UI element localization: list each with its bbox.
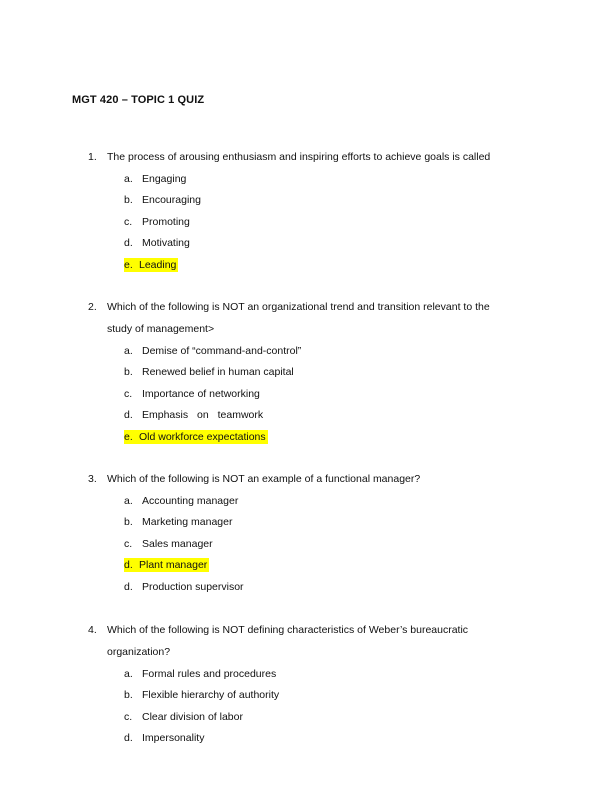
quiz-title: MGT 420 – TOPIC 1 QUIZ	[72, 94, 205, 106]
question-4-text-cont: organization?	[107, 646, 171, 658]
option-text: Motivating	[142, 237, 190, 249]
option-letter: d.	[124, 732, 133, 744]
option-letter: d.	[124, 409, 133, 421]
question-4-number: 4.	[88, 624, 97, 636]
option-letter: a.	[124, 345, 133, 357]
option-text: Clear division of labor	[142, 711, 243, 723]
option-letter: a.	[124, 173, 133, 185]
question-4-option-b	[124, 688, 279, 702]
option-text: Impersonality	[142, 732, 205, 744]
question-2-option-c	[124, 387, 260, 401]
option-letter: a.	[124, 668, 133, 680]
option-text: Formal rules and procedures	[142, 668, 277, 680]
question-1-option-b	[124, 193, 201, 207]
option-text: Demise of “command-and-control”	[142, 345, 302, 357]
question-2-text: Which of the following is NOT an organizational trend and transition relevant to the	[107, 301, 490, 313]
option-text: Encouraging	[142, 194, 201, 206]
option-text: Renewed belief in human capital	[142, 366, 294, 378]
option-letter: c.	[124, 538, 133, 550]
question-2-option-b	[124, 365, 294, 379]
question-4-option-d	[124, 731, 204, 745]
option-letter: d.	[124, 559, 133, 571]
question-1-option-d	[124, 236, 190, 250]
option-letter: b.	[124, 194, 133, 206]
question-1-option-a	[124, 172, 186, 186]
question-1-option-e-highlighted	[124, 258, 178, 272]
option-letter: d.	[124, 237, 133, 249]
question-2-option-a	[124, 344, 301, 358]
option-text: Sales manager	[142, 538, 213, 550]
question-3-text: Which of the following is NOT an example of a functional manager?	[107, 473, 421, 485]
option-text: Marketing manager	[142, 516, 233, 528]
option-letter: d.	[124, 581, 133, 593]
question-4-option-c	[124, 710, 243, 724]
option-text: Emphasis on teamwork	[142, 409, 264, 421]
question-2-option-e-highlighted	[124, 430, 268, 444]
question-1-option-c	[124, 215, 190, 229]
option-text: Production supervisor	[142, 581, 244, 593]
question-4-option-a	[124, 667, 276, 681]
question-3-option-d2	[124, 580, 244, 594]
option-text: Old workforce expectations	[139, 431, 266, 443]
question-4-text: Which of the following is NOT defining characteristics of Weber’s bureaucratic	[107, 624, 469, 636]
option-text: Promoting	[142, 216, 190, 228]
option-letter: c.	[124, 711, 133, 723]
option-letter: b.	[124, 366, 133, 378]
option-text: Plant manager	[139, 559, 208, 571]
option-text: Leading	[139, 259, 177, 271]
question-3-option-d-highlighted	[124, 558, 209, 572]
option-letter: e.	[124, 259, 133, 271]
question-2-option-d	[124, 408, 263, 422]
option-text: Flexible hierarchy of authority	[142, 689, 280, 701]
question-3-option-b	[124, 515, 232, 529]
question-3-number: 3.	[88, 473, 97, 485]
option-text: Engaging	[142, 173, 187, 185]
option-letter: a.	[124, 495, 133, 507]
option-text: Accounting manager	[142, 495, 239, 507]
option-text: Importance of networking	[142, 388, 260, 400]
question-2-text-cont: study of management>	[107, 323, 215, 335]
question-1-text: The process of arousing enthusiasm and inspiring efforts to achieve goals is called	[107, 151, 491, 163]
question-3-option-a	[124, 494, 238, 508]
option-letter: c.	[124, 216, 133, 228]
question-1-number: 1.	[88, 151, 97, 163]
question-3-option-c	[124, 537, 213, 551]
option-letter: c.	[124, 388, 133, 400]
question-2-number: 2.	[88, 301, 97, 313]
option-letter: b.	[124, 689, 133, 701]
option-letter: e.	[124, 431, 133, 443]
option-letter: b.	[124, 516, 133, 528]
